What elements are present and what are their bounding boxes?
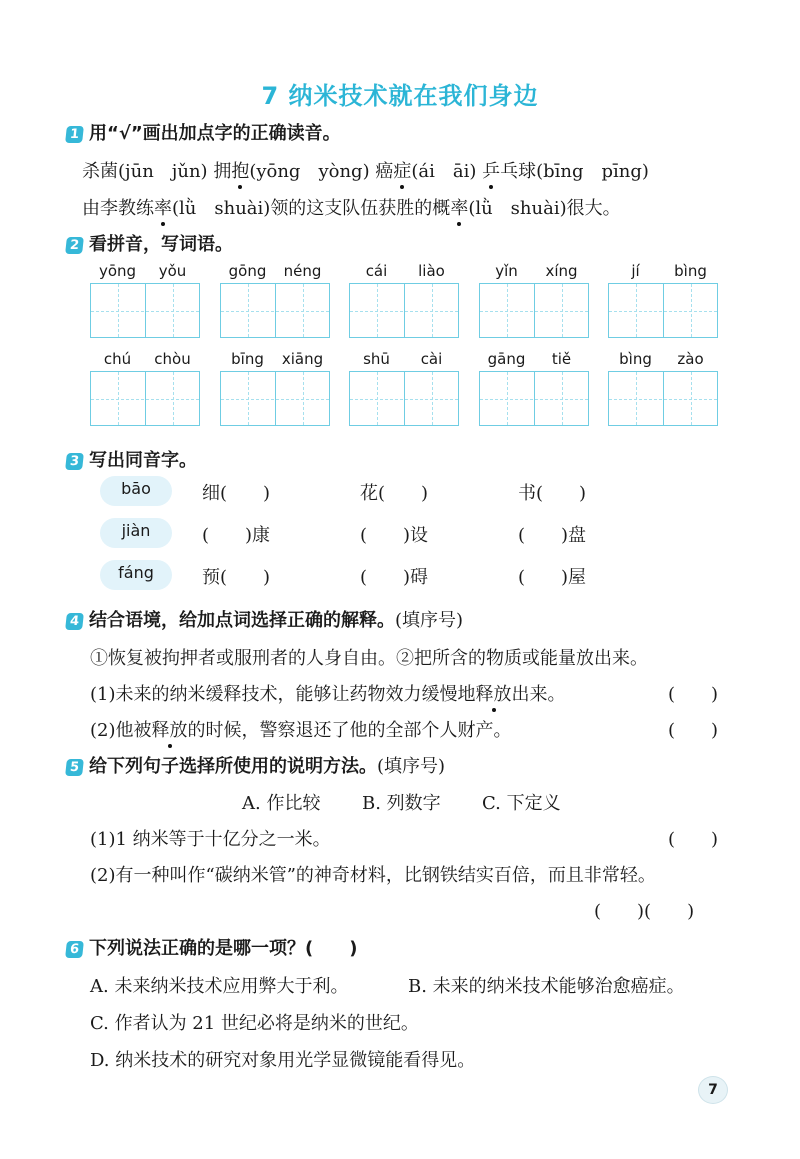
q1-sentence-part: 由李教练 — [82, 198, 154, 219]
q1-word: 癌 — [375, 161, 394, 182]
pinyin-label: xíng — [545, 262, 578, 280]
pinyin-label: chòu — [154, 350, 191, 368]
pinyin-cloud — [100, 518, 172, 548]
q1-row-2 — [82, 194, 621, 220]
page-title: 7 纳米技术就在我们身边 — [261, 82, 539, 110]
option-a: A. 未来纳米技术应用弊大于利。 — [90, 976, 349, 997]
q1-dotted-char: 率 — [450, 198, 469, 219]
q1-dotted-char: 症 — [393, 161, 412, 182]
q1-word: 乓球 — [500, 161, 537, 182]
question-5-heading — [66, 752, 445, 778]
homophone-blank[interactable]: 花( ) — [360, 483, 429, 504]
homophone-pinyin: bāo — [121, 479, 151, 498]
q1-options[interactable]: (lǜ shuài) — [172, 198, 271, 219]
q4-definitions: ①恢复被拘押者或服刑者的人身自由。②把所含的物质或能量放出来。 — [90, 648, 648, 669]
question-3-text: 写出同音字。 — [89, 450, 197, 471]
pinyin-label: cài — [420, 350, 443, 368]
question-5-hint: (填序号) — [377, 756, 446, 777]
q1-dotted-char: 乒 — [482, 161, 501, 182]
question-number-badge: 2 — [65, 237, 84, 254]
question-2-heading — [66, 230, 233, 256]
q1-row-1 — [82, 157, 649, 183]
q1-dotted-char: 抱 — [231, 161, 250, 182]
homophone-blank[interactable]: 书( ) — [518, 483, 587, 504]
question-number-badge: 1 — [65, 126, 84, 143]
question-1-text: 用“√”画出加点字的正确读音。 — [89, 123, 341, 144]
choice-b: B. 列数字 — [362, 793, 441, 814]
pinyin-label: cái — [365, 262, 388, 280]
homophone-blank[interactable]: ( )碍 — [360, 567, 429, 588]
question-5-text: 给下列句子选择所使用的说明方法。 — [89, 756, 377, 777]
pinyin-label: bīng — [231, 350, 264, 368]
question-number-badge: 4 — [65, 613, 84, 630]
pinyin-label: jí — [631, 262, 640, 280]
q4-text: (1)未来的纳米缓释技术，能够让药物效力缓慢地 — [90, 684, 476, 705]
pinyin-label: zào — [677, 350, 704, 368]
q1-options[interactable]: (bīng pīng) — [536, 161, 649, 182]
q1-sentence-part: 领的这支队伍获胜的概 — [270, 198, 451, 219]
question-3-heading — [66, 446, 197, 472]
pinyin-label: xiāng — [281, 350, 324, 368]
q4-sentence-2 — [90, 716, 512, 742]
pinyin-label: yǒu — [158, 262, 187, 280]
homophone-pinyin: fáng — [118, 563, 154, 582]
homophone-blank[interactable]: ( )康 — [202, 525, 271, 546]
homophone-blank[interactable]: ( )设 — [360, 525, 429, 546]
option-b: B. 未来的纳米技术能够治愈癌症。 — [408, 976, 685, 997]
q1-options[interactable]: (jūn jǔn) — [118, 161, 208, 182]
pinyin-label: bìng — [674, 262, 707, 280]
q1-dotted-char: 率 — [154, 198, 172, 219]
homophone-blank[interactable]: 细( ) — [202, 483, 271, 504]
writing-box[interactable] — [220, 371, 330, 426]
q1-options[interactable]: (lǜ shuài) — [468, 198, 567, 219]
pinyin-label: gāng — [487, 350, 526, 368]
option-d: D. 纳米技术的研究对象用光学显微镜能看得见。 — [90, 1050, 476, 1071]
homophone-blank[interactable]: ( )盘 — [518, 525, 587, 546]
pinyin-label: chú — [103, 350, 132, 368]
writing-box[interactable] — [220, 283, 330, 338]
writing-box[interactable] — [349, 283, 459, 338]
writing-box[interactable] — [90, 283, 200, 338]
q5-sentence-1: (1)1 纳米等于十亿分之一米。 — [90, 829, 331, 850]
pinyin-label: tiě — [551, 350, 572, 368]
question-2-text: 看拼音，写词语。 — [89, 234, 233, 255]
writing-box[interactable] — [479, 283, 589, 338]
q1-options[interactable]: (yōng yòng) — [249, 161, 370, 182]
question-6-heading — [66, 934, 357, 960]
homophone-blank[interactable]: ( )屋 — [518, 567, 587, 588]
pinyin-cloud — [100, 560, 172, 590]
q4-text: 出来。 — [511, 684, 566, 705]
writing-box[interactable] — [608, 371, 718, 426]
answer-blank[interactable]: ( )( ) — [594, 901, 695, 922]
writing-box[interactable] — [90, 371, 200, 426]
pinyin-label: shū — [363, 350, 390, 368]
answer-blank[interactable]: ( ) — [668, 684, 719, 705]
question-1-heading — [66, 119, 341, 145]
pinyin-cloud — [100, 476, 172, 506]
option-c: C. 作者认为 21 世纪必将是纳米的世纪。 — [90, 1013, 419, 1034]
pinyin-label: néng — [283, 262, 322, 280]
q1-word: 拥 — [213, 161, 232, 182]
pinyin-label: bìng — [619, 350, 652, 368]
q4-dotted-word: 释放 — [475, 684, 512, 705]
writing-box[interactable] — [349, 371, 459, 426]
pinyin-label: yǐn — [495, 262, 518, 280]
answer-blank[interactable]: ( ) — [668, 720, 719, 741]
homophone-blank[interactable]: 预( ) — [202, 567, 271, 588]
question-4-text: 结合语境，给加点词选择正确的解释。 — [89, 610, 395, 631]
q1-options[interactable]: (ái āi) — [411, 161, 477, 182]
q1-sentence-part: 很大。 — [566, 198, 621, 219]
q1-word: 杀菌 — [82, 161, 118, 182]
q4-text: (2)他被 — [90, 720, 152, 741]
pinyin-label: liào — [418, 262, 445, 280]
question-4-hint: (填序号) — [395, 610, 464, 631]
question-4-heading — [66, 606, 463, 632]
q4-sentence-1 — [90, 680, 566, 706]
choice-c: C. 下定义 — [482, 793, 561, 814]
writing-box[interactable] — [479, 371, 589, 426]
question-6-text: 下列说法正确的是哪一项？( ) — [89, 938, 358, 959]
homophone-pinyin: jiàn — [121, 521, 151, 540]
choice-a: A. 作比较 — [242, 793, 321, 814]
page-number: 7 — [698, 1076, 728, 1104]
pinyin-label: gōng — [228, 262, 267, 280]
q4-dotted-word: 释放 — [151, 720, 188, 741]
question-number-badge: 6 — [65, 941, 84, 958]
question-number-badge: 5 — [65, 759, 84, 776]
q5-sentence-2: (2)有一种叫作“碳纳米管”的神奇材料，比钢铁结实百倍，而且非常轻。 — [90, 865, 656, 886]
answer-blank[interactable]: ( ) — [668, 829, 719, 850]
q4-text: 的时候，警察退还了他的全部个人财产。 — [187, 720, 512, 741]
writing-box[interactable] — [608, 283, 718, 338]
question-number-badge: 3 — [65, 453, 84, 470]
pinyin-label: yōng — [98, 262, 137, 280]
